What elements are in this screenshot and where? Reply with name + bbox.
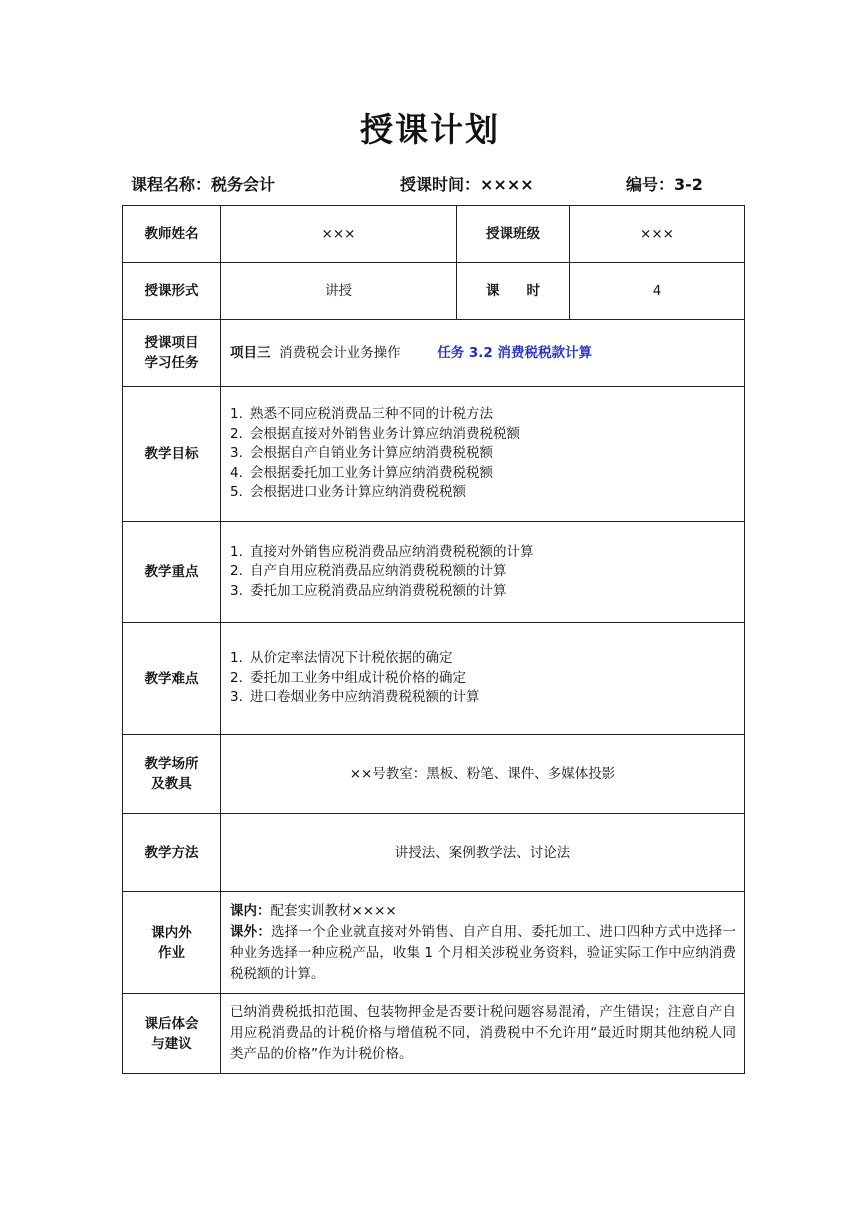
doc-number-label: 编号： [626, 175, 675, 194]
project-task-value [221, 320, 745, 387]
homework-label-line2: 作业 [158, 944, 185, 961]
lesson-time-label: 授课时间： [400, 175, 481, 194]
venue-label-line1: 教学场所 [144, 756, 199, 772]
table-row [123, 320, 745, 387]
course-name-value: 税务会计 [211, 175, 276, 194]
table-row [123, 994, 745, 1074]
list-item: 1. 直接对外销售应税消费品应纳消费税税额的计算 [230, 543, 534, 560]
course-name-label: 课程名称： [131, 175, 212, 194]
reflection-value [221, 994, 745, 1074]
lesson-time-field [400, 172, 534, 195]
teaching-form-value: 讲授 [221, 263, 457, 320]
teaching-goals-label: 教学目标 [123, 387, 221, 522]
venue-value: ××号教室：黑板、粉笔、课件、多媒体投影 [221, 735, 745, 814]
list-item: 2. 会根据直接对外销售业务计算应纳消费税税额 [230, 425, 520, 442]
list-item: 3. 委托加工应税消费品应纳消费税税额的计算 [230, 582, 507, 599]
project-name: 项目三 [230, 345, 271, 361]
list-item: 4. 会根据委托加工业务计算应纳消费税税额 [230, 464, 493, 481]
doc-number-value: 3-2 [674, 175, 703, 194]
teaching-form-label: 授课形式 [123, 263, 221, 320]
homework-label [123, 892, 221, 994]
list-item: 3. 会根据自产自销业务计算应纳消费税税额 [230, 445, 493, 462]
table-row [123, 892, 745, 994]
teaching-method-value: 讲授法、案例教学法、讨论法 [221, 814, 745, 892]
doc-number-field [626, 172, 703, 195]
project-label-line1: 授课项目 [144, 335, 199, 351]
table-row [123, 263, 745, 320]
teacher-name-label: 教师姓名 [123, 206, 221, 263]
venue-label-line2: 及教具 [151, 776, 192, 792]
class-value: ××× [570, 206, 745, 263]
reflection-label [123, 994, 221, 1074]
task-title: 任务 3.2 消费税税款计算 [437, 345, 593, 361]
project-title: 消费税会计业务操作 [279, 345, 401, 361]
list-item: 3. 进口卷烟业务中应纳消费税税额的计算 [230, 689, 480, 706]
lesson-time-value: ×××× [480, 175, 534, 194]
difficulties-label: 教学难点 [123, 623, 221, 735]
homework-label-line1: 课内外 [151, 924, 192, 941]
list-item: 2. 委托加工业务中组成计税价格的确定 [230, 669, 466, 686]
table-row [123, 387, 745, 522]
lesson-plan-table [122, 205, 745, 1074]
list-item: 2. 自产自用应税消费品应纳消费税税额的计算 [230, 563, 507, 580]
list-item: 1. 熟悉不同应税消费品三种不同的计税方法 [230, 406, 493, 423]
teaching-goals-list [221, 387, 745, 522]
key-points-label: 教学重点 [123, 522, 221, 623]
difficulties-list [221, 623, 745, 735]
course-name-field [131, 172, 275, 195]
page-title: 授课计划 [360, 110, 500, 149]
reflection-label-line2: 与建议 [151, 1035, 192, 1052]
teaching-method-label: 教学方法 [123, 814, 221, 892]
teacher-name-value: ××× [221, 206, 457, 263]
table-row [123, 735, 745, 814]
class-label: 授课班级 [457, 206, 570, 263]
homework-after-class: 课外：选择一个企业就直接对外销售、自产自用、委托加工、进口四种方式中选择一种业务选择一种应税产品，收集 1 个月相关涉税业务资料，验证实际工作中应纳消费税税额的计算。 [230, 923, 737, 982]
project-task-label [123, 320, 221, 387]
homework-value [221, 892, 745, 994]
class-hours-value: 4 [570, 263, 745, 320]
table-row [123, 623, 745, 735]
class-hours-label: 课 时 [457, 263, 570, 320]
reflection-label-line1: 课后体会 [144, 1015, 199, 1032]
homework-in-class: 课内：配套实训教材×××× [230, 902, 397, 919]
table-row [123, 522, 745, 623]
project-label-line2: 学习任务 [144, 355, 199, 371]
venue-label [123, 735, 221, 814]
key-points-list [221, 522, 745, 623]
reflection-text: 已纳消费税抵扣范围、包装物押金是否要计税问题容易混淆，产生错误；注意自产自用应税消费品的计税价格与增值税不同，消费税中不允许用“最近时期其他纳税人同类产品的价格”作为计税价格。 [230, 1004, 736, 1062]
table-row [123, 814, 745, 892]
list-item: 5. 会根据进口业务计算应纳消费税税额 [230, 484, 466, 501]
table-row [123, 206, 745, 263]
list-item: 1. 从价定率法情况下计税依据的确定 [230, 650, 453, 667]
